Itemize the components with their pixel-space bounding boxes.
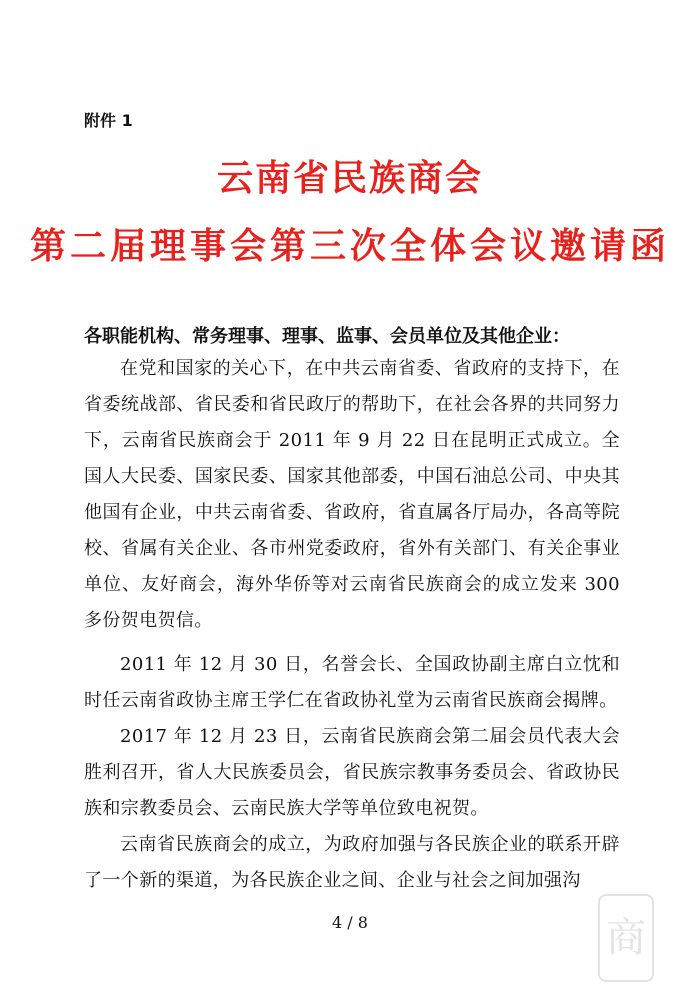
- salutation: 各职能机构、常务理事、理事、监事、会员单位及其他企业：: [84, 326, 570, 347]
- page-number: 4 / 8: [332, 913, 368, 932]
- document-title-line-1: 云南省民族商会: [216, 158, 483, 199]
- watermark-logo: 商: [598, 894, 654, 982]
- attachment-label: 附件 1: [84, 111, 133, 130]
- body-paragraph: 2011 年 12 月 30 日，名誉会长、全国政协副主席白立忱和时任云南省政协主席王学仁在省政协礼堂为云南省民族商会揭牌。: [84, 654, 620, 711]
- body-paragraph: 在党和国家的关心下，在中共云南省委、省政府的支持下，在省委统战部、省民委和省民政厅的帮助下，在社会各界的共同努力下，云南省民族商会于 2011 年 9 月 22 日在昆明正式成立。全国人大民委、国家民委、国家其他部委，中国石油总公司、中央其他国有企业，中共云南省委、省政府，省直属各厅局办，各高等院校、省属有关企业、各市州党委政府，省外有关部门、有关企事业单位、友好商会，海外华侨等对云南省民族商会的成立发来 300 多份贺电贺信。: [84, 358, 620, 631]
- document-title-line-2: 第二届理事会第三次全体会议邀请函: [29, 226, 670, 267]
- body-paragraph: 2017 年 12 月 23 日，云南省民族商会第二届会员代表大会胜利召开，省人大民族委员会，省民族宗教事务委员会、省政协民族和宗教委员会、云南民族大学等单位致电祝贺。: [84, 726, 620, 819]
- body-paragraph: 云南省民族商会的成立，为政府加强与各民族企业的联系开辟了一个新的渠道，为各民族企业之间、企业与社会之间加强沟: [84, 834, 620, 891]
